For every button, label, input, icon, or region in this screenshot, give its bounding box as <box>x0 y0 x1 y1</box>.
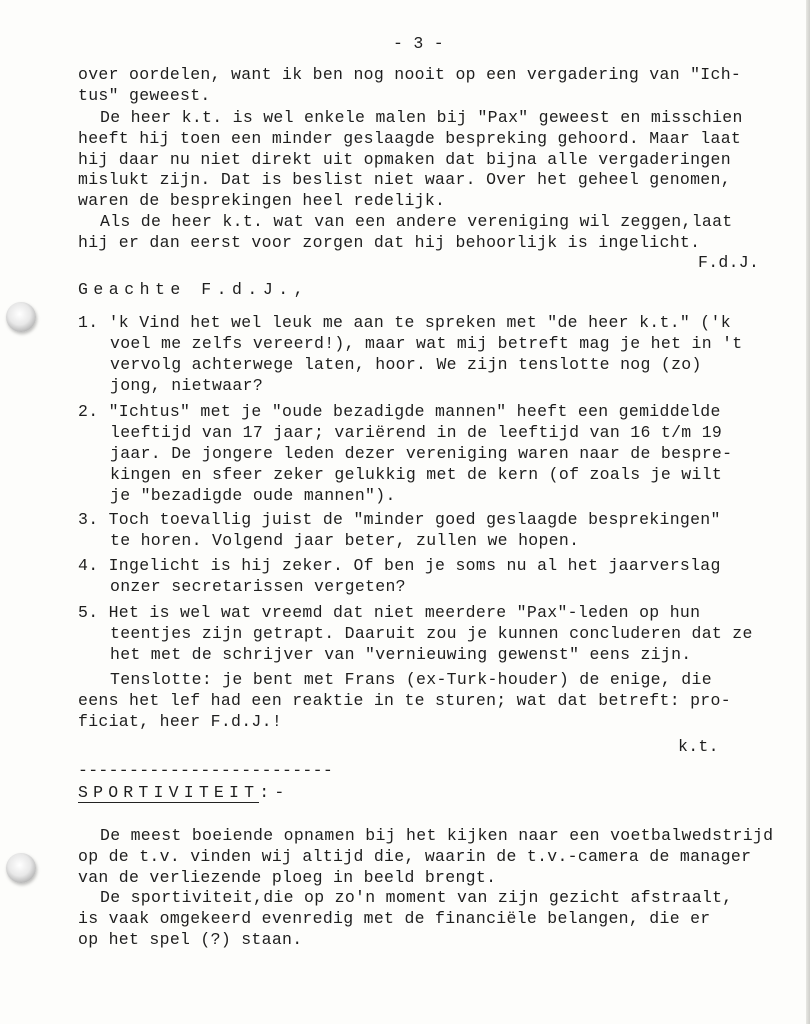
text-line: is vaak omgekeerd evenredig met de financiële belangen, die er <box>78 909 711 928</box>
text-line: onzer secretarissen vergeten? <box>110 577 406 596</box>
list-item-4: 4. Ingelicht is hij zeker. Of ben je soms nu al het jaarverslag <box>78 556 721 575</box>
text-line: De heer k.t. is wel enkele malen bij "Pax" geweest en misschien <box>100 108 743 127</box>
text-line: het met de schrijver van "vernieuwing gewenst" eens zijn. <box>110 645 692 664</box>
dashed-rule: ------------------------- <box>78 761 334 780</box>
text-line: te horen. Volgend jaar beter, zullen we hopen. <box>110 531 580 550</box>
section-heading <box>78 783 289 803</box>
text-line: De meest boeiende opnamen bij het kijken naar een voetbalwedstrijd <box>100 826 774 845</box>
text-line: tus" geweest. <box>78 86 211 105</box>
text-line: heeft hij toen een minder geslaagde bespreking gehoord. Maar laat <box>78 129 742 148</box>
signature-fdj: F.d.J. <box>698 253 760 272</box>
list-item-1: 1. 'k Vind het wel leuk me aan te spreken met "de heer k.t." ('k <box>78 313 731 332</box>
signature-kt: k.t. <box>678 737 719 756</box>
text-line: jong, nietwaar? <box>110 376 264 395</box>
punch-hole <box>6 302 36 332</box>
text-line: ficiat, heer F.d.J.! <box>78 712 283 731</box>
text-line: mislukt zijn. Dat is beslist niet waar. Over het geheel genomen, <box>78 170 731 189</box>
text-line: voel me zelfs vereerd!), maar wat mij betreft mag je het in 't <box>110 334 743 353</box>
text-line: Als de heer k.t. wat van een andere vereniging wil zeggen,laat <box>100 212 733 231</box>
section-heading-title: SPORTIVITEIT <box>78 783 260 802</box>
text-line: waren de besprekingen heel redelijk. <box>78 191 446 210</box>
list-item-5: 5. Het is wel wat vreemd dat niet meerdere "Pax"-leden op hun <box>78 603 701 622</box>
text-line: kingen en sfeer zeker gelukkig met de kern (of zoals je wilt <box>110 465 723 484</box>
section-heading-suffix: :- <box>259 783 290 802</box>
text-line: jaar. De jongere leden dezer vereniging waren naar de bespre- <box>110 444 733 463</box>
text-line: eens het lef had een reaktie in te sturen; wat dat betreft: pro- <box>78 691 731 710</box>
text-line: Tenslotte: je bent met Frans (ex-Turk-houder) de enige, die <box>110 670 712 689</box>
text-line: hij er dan eerst voor zorgen dat hij behoorlijk is ingelicht. <box>78 233 701 252</box>
page-number: - 3 - <box>393 34 445 53</box>
text-line: op het spel (?) staan. <box>78 930 303 949</box>
text-line: over oordelen, want ik ben nog nooit op een vergadering van "Ich- <box>78 65 742 84</box>
list-item-2: 2. "Ichtus" met je "oude bezadigde mannen" heeft een gemiddelde <box>78 402 721 421</box>
text-line: hij daar nu niet direkt uit opmaken dat bijna alle vergaderingen <box>78 150 731 169</box>
text-line: vervolg achterwege laten, hoor. We zijn tenslotte nog (zo) <box>110 355 702 374</box>
list-item-3: 3. Toch toevallig juist de "minder goed geslaagde besprekingen" <box>78 510 721 529</box>
text-line: leeftijd van 17 jaar; variërend in de leeftijd van 16 t/m 19 <box>110 423 723 442</box>
punch-hole <box>6 853 36 883</box>
paper-edge <box>806 0 810 1024</box>
text-line: teentjes zijn getrapt. Daaruit zou je kunnen concluderen dat ze <box>110 624 753 643</box>
text-line: van de verliezende ploeg in beeld brengt. <box>78 868 497 887</box>
text-line: op de t.v. vinden wij altijd die, waarin de t.v.-camera de manager <box>78 847 752 866</box>
text-line: De sportiviteit,die op zo'n moment van zijn gezicht afstraalt, <box>100 888 733 907</box>
salutation: Geachte F.d.J., <box>78 280 310 299</box>
text-line: je "bezadigde oude mannen"). <box>110 486 396 505</box>
